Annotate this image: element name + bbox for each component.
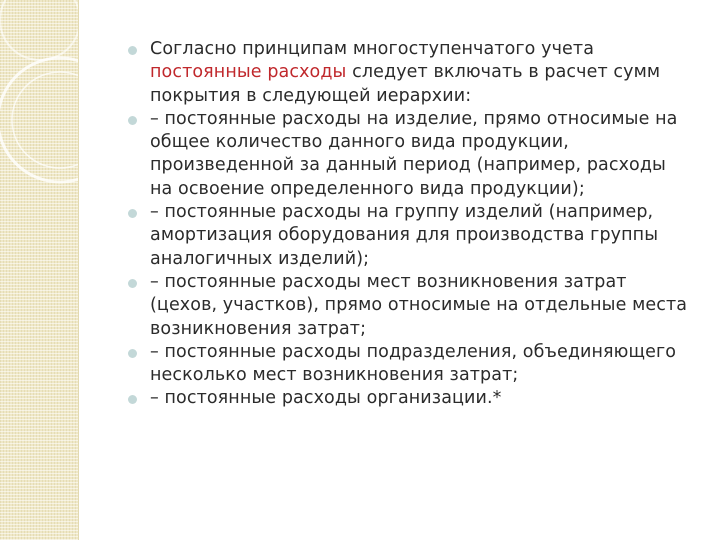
item-text: – постоянные расходы на группу изделий (например, амортизация оборудования для производства группы аналогичных изделий); bbox=[150, 202, 659, 269]
item-intro-text: Согласно принципам многоступенчатого учета bbox=[150, 39, 595, 59]
item-text: – постоянные расходы подразделения, объединяющего несколько мест возникновения затрат; bbox=[150, 341, 677, 386]
decorative-side-strip bbox=[0, 0, 79, 540]
list-item bbox=[128, 201, 688, 271]
item-text: – постоянные расходы организации.* bbox=[150, 388, 502, 409]
list-item bbox=[128, 108, 688, 201]
bullet-icon bbox=[128, 279, 137, 288]
bullet-icon bbox=[128, 116, 137, 125]
highlight-term: постоянные расходы bbox=[150, 62, 347, 83]
bullet-icon bbox=[128, 349, 137, 358]
item-text: – постоянные расходы мест возникновения затрат (цехов, участков), прямо относимые на отдельные места возникновения затрат; bbox=[150, 271, 688, 339]
bullet-icon bbox=[128, 46, 137, 55]
list-item bbox=[128, 271, 688, 341]
list-item bbox=[128, 387, 688, 410]
bullet-icon bbox=[128, 209, 137, 218]
decorative-rings-icon bbox=[0, 0, 78, 540]
bullet-list bbox=[128, 38, 688, 411]
bullet-icon bbox=[128, 395, 137, 404]
item-rest-text: следует включать в расчет сумм покрытия в следующей иерархии: bbox=[150, 62, 661, 106]
list-item bbox=[128, 341, 688, 388]
slide-content bbox=[128, 38, 688, 411]
item-text: – постоянные расходы на изделие, прямо относимые на общее количество данного вида продукции, произведенной за данный период (например, расходы на освоение определенного вида продукции); bbox=[150, 108, 678, 199]
list-item bbox=[128, 38, 688, 108]
